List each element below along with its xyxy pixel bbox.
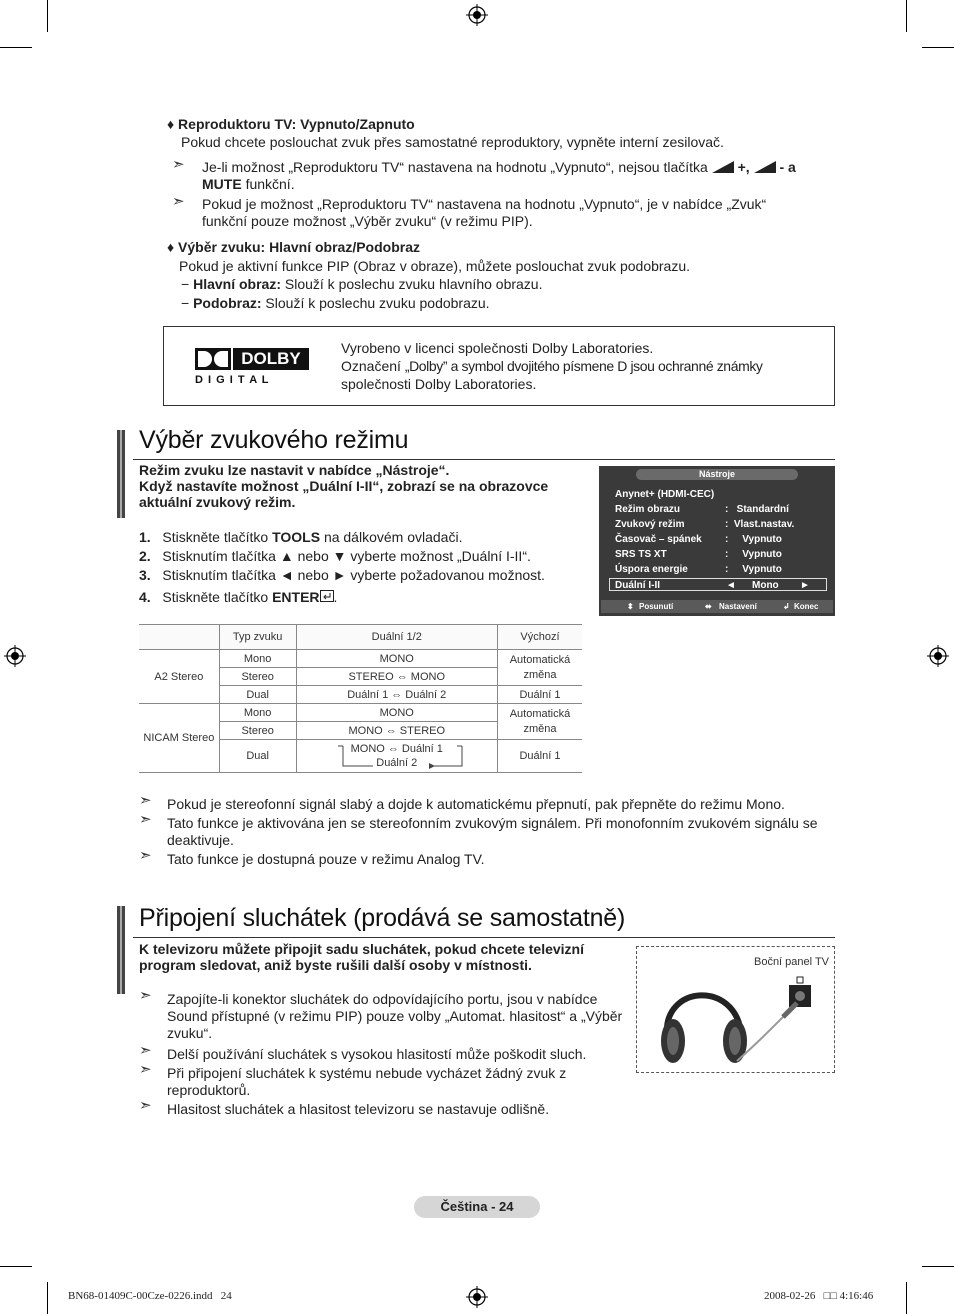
osd-row-label: Anynet+ (HDMI-CEC) (615, 489, 715, 500)
note-arrow-icon: ➣ (139, 1042, 152, 1059)
print-file-info: BN68-01409C-00Cze-0226.indd 24 (68, 1290, 232, 1302)
step-text: . (333, 589, 338, 605)
table-cell: MONO (296, 650, 497, 668)
sub-item: − Hlavní obraz: Slouží k poslechu zvuku hlavního obrazu. (181, 276, 543, 292)
left-right-icon: ⬌ (705, 602, 712, 611)
table-cell: MONO (296, 704, 497, 722)
dolby-text (341, 340, 821, 393)
section-side-bar (117, 430, 125, 518)
osd-row[interactable]: SRS TS XT : Vypnuto (615, 549, 782, 560)
table-cell: Dual (219, 740, 296, 773)
table-header: Typ zvuku (219, 625, 296, 650)
note-arrow-icon: ➣ (139, 792, 152, 809)
dolby-logo (195, 348, 313, 388)
step-number: 2. (139, 548, 151, 564)
crop-mark (922, 1266, 954, 1267)
step-2 (139, 548, 531, 565)
table-cell: Stereo (219, 722, 296, 740)
table-cell-line: MONO ⇔ Duální 1 (350, 743, 443, 755)
note-arrow-icon: ➣ (139, 987, 152, 1004)
dolby-line: společnosti Dolby Laboratories. (341, 376, 537, 392)
note-text: Při připojení sluchátek k systému nebude vycházet žádný zvuk z reproduktorů. (167, 1065, 567, 1098)
table-cell: STEREO ⇔ MONO (296, 668, 497, 686)
crop-mark (906, 0, 907, 32)
note-text: Tato funkce je dostupná pouze v režimu Analog TV. (167, 851, 485, 867)
table-cell: Automatická změna (497, 650, 582, 686)
table-cell: Duální 1 (497, 740, 582, 773)
note-line: Pokud je možnost „Reproduktoru TV“ nastavena na hodnotu „Vypnuto“, je v nabídce „Zvuk“ (202, 196, 767, 212)
note-arrow-icon: ➣ (172, 193, 185, 210)
headphones-figure (636, 946, 835, 1073)
right-arrow-icon[interactable]: ► (800, 580, 810, 591)
section-title: Připojení sluchátek (prodává se samostatně) (139, 904, 626, 932)
table-cell: Mono (219, 650, 296, 668)
table-cell: Duální 1 ⇔ Duální 2 (296, 686, 497, 704)
step-text: Stiskněte tlačítko (162, 589, 269, 605)
step-key: TOOLS (272, 529, 321, 545)
crop-mark (0, 1266, 32, 1267)
dolby-line-rest: „Dolby” a symbol dvojitého písmene D jsou ochranné známky (404, 358, 763, 374)
osd-row[interactable]: Časovač – spánek : Vypnuto (615, 534, 782, 545)
osd-row-value: Mono (752, 580, 779, 591)
osd-row-label: Zvukový režim (615, 519, 685, 530)
sub-item-text: Slouží k poslechu zvuku podobrazu. (265, 295, 490, 311)
note-text: Hlasitost sluchátek a hlasitost televizoru se nastavuje odlišně. (167, 1101, 550, 1117)
section-side-bar (117, 906, 125, 994)
bullet-item-sound-select: ♦ Výběr zvuku: Hlavní obraz/Podobraz (167, 239, 420, 255)
note-arrow-icon: ➣ (139, 847, 152, 864)
section-intro: Režim zvuku lze nastavit v nabídce „Nástroje“. Když nastavíte možnost „Duální I-II“, zobrazí se na obrazovce aktuální zvukový režim. (139, 462, 549, 510)
table-cell: Dual (219, 686, 296, 704)
left-arrow-icon[interactable]: ◄ (726, 580, 736, 591)
table-group-label: NICAM Stereo (139, 704, 219, 773)
step-number: 3. (139, 567, 151, 583)
sub-item-label: Podobraz: (193, 295, 262, 311)
note-arrow-icon: ➣ (172, 156, 185, 173)
cycle-bracket-icon (337, 744, 467, 770)
registration-mark-icon (466, 1286, 488, 1308)
osd-row[interactable]: Zvukový režim : Vlast.nastav. (615, 519, 795, 530)
osd-row[interactable] (615, 487, 714, 502)
osd-row-value: Standardní (736, 504, 789, 515)
enter-icon (320, 590, 334, 602)
osd-row-selected[interactable] (609, 578, 827, 591)
note-minus: - a (779, 159, 796, 175)
step-4 (139, 589, 337, 606)
note-arrow-icon: ➣ (139, 811, 152, 828)
osd-footer-move: Posunutí (639, 602, 674, 611)
table-header: Duální 1/2 (296, 625, 497, 650)
table-row (139, 704, 582, 722)
osd-row-value: Vypnuto (742, 549, 782, 560)
mute-label: MUTE (202, 176, 242, 192)
dolby-digital-text: D I G I T A L (195, 374, 270, 386)
item-title: Výběr zvuku: Hlavní obraz/Podobraz (178, 239, 420, 255)
note-text: Delší používání sluchátek s vysokou hlasitostí může poškodit sluch. (167, 1046, 587, 1062)
exit-icon: ↲ (783, 602, 790, 611)
page-number-badge: Čeština - 24 (414, 1196, 540, 1218)
crop-mark (922, 47, 954, 48)
note-text: Pokud je stereofonní signál slabý a dojde k automatickému přepnutí, pak přepněte do režimu Mono. (167, 796, 785, 812)
table-row (139, 650, 582, 668)
note-text-part: Je-li možnost „Reproduktoru TV“ nastavena na hodnotu „Vypnuto“, nejsou tlačítka (202, 159, 708, 175)
step-text: Stiskněte tlačítko (162, 529, 269, 545)
osd-row-label: Úspora energie (615, 564, 688, 575)
table-cell (296, 740, 497, 773)
dolby-double-d-icon (195, 348, 231, 370)
dolby-line-prefix: Označení (341, 358, 401, 374)
note-arrow-icon: ➣ (139, 1061, 152, 1078)
headphones-icon (655, 975, 835, 1069)
osd-row-label: Režim obrazu (615, 504, 681, 515)
sub-item-text: Slouží k poslechu zvuku hlavního obrazu. (284, 276, 543, 292)
table-cell: MONO ⇔ STEREO (296, 722, 497, 740)
table-cell: Automatická změna (497, 704, 582, 740)
dolby-line: Vyrobeno v licenci společnosti Dolby Laboratories. (341, 340, 654, 356)
note-text (202, 159, 842, 193)
step-text: na dálkovém ovladači. (323, 529, 463, 545)
note-plus: +, (737, 159, 750, 175)
step-number: 4. (139, 589, 151, 605)
note-text: Tato funkce je aktivována jen se stereofonním zvukovým signálem. Při monofonním zvukovém signálu se deaktivuje. (167, 815, 818, 848)
note-text (202, 196, 766, 230)
up-down-icon: ⬍ (627, 602, 634, 611)
step-key: ENTER (272, 589, 320, 605)
crop-mark (47, 0, 48, 32)
volume-up-icon (712, 161, 734, 173)
registration-mark-icon (466, 4, 488, 26)
step-text: Stisknutím tlačítka ▲ nebo ▼ vyberte možnost „Duální I-II“. (162, 548, 531, 564)
osd-row[interactable]: Úspora energie : Vypnuto (615, 564, 782, 575)
osd-title: Nástroje (636, 469, 798, 480)
table-cell-line: Duální 2 (376, 757, 418, 769)
note-arrow-icon: ➣ (139, 1097, 152, 1114)
step-1 (139, 529, 462, 546)
dolby-notice-box (163, 326, 835, 406)
osd-footer-adjust: Nastavení (719, 602, 757, 611)
figure-label: Boční panel TV (753, 956, 829, 968)
osd-footer (601, 600, 833, 613)
osd-row-label: SRS TS XT (615, 549, 667, 560)
osd-footer-exit: Konec (794, 602, 819, 611)
step-text: Stisknutím tlačítka ◄ nebo ► vyberte požadovanou možnost. (162, 567, 545, 583)
dolby-word: DOLBY (233, 348, 309, 370)
table-group-label: A2 Stereo (139, 650, 219, 704)
table-cell: Stereo (219, 668, 296, 686)
print-date-info: 2008-02-26 □□ 4:16:46 (764, 1290, 874, 1302)
bullet-item-speaker: ♦ Reproduktoru TV: Vypnuto/Zapnuto (167, 116, 415, 132)
volume-down-icon (754, 161, 776, 173)
sound-mode-table (139, 624, 582, 773)
osd-row[interactable]: Režim obrazu : Standardní (615, 504, 789, 515)
tools-osd-menu (599, 466, 835, 616)
section-intro: K televizoru můžete připojit sadu sluchátek, pokud chcete televizní program sledovat, aniž byste rušili další osoby v místnosti. (139, 941, 584, 973)
sub-item: − Podobraz: Slouží k poslechu zvuku podobrazu. (181, 295, 490, 311)
osd-row-label: Duální I-II (615, 580, 660, 591)
registration-mark-icon (4, 645, 26, 667)
note-text: Zapojíte-li konektor sluchátek do odpovídajícího portu, jsou v nabídce Sound přístupné (v režimu PIP) pouze volby „Automat. hlasitost“ a „Výběr zvuku“. (167, 991, 623, 1041)
table-cell: Mono (219, 704, 296, 722)
step-number: 1. (139, 529, 151, 545)
osd-row-value: Vypnuto (742, 564, 782, 575)
item-title: Reproduktoru TV: Vypnuto/Zapnuto (178, 116, 415, 132)
osd-row-value: Vypnuto (742, 534, 782, 545)
section-title: Výběr zvukového režimu (139, 426, 409, 454)
note-line: funkční pouze možnost „Výběr zvuku“ (v režimu PIP). (202, 213, 533, 229)
table-cell: Duální 1 (497, 686, 582, 704)
table-header: Výchozí (497, 625, 582, 650)
item-description: Pokud je aktivní funkce PIP (Obraz v obraze), můžete poslouchat zvuk podobrazu. (179, 258, 691, 274)
step-3 (139, 567, 545, 584)
note-text-end: funkční. (245, 176, 295, 192)
section-rule (133, 937, 835, 938)
sub-item-label: Hlavní obraz: (193, 276, 281, 292)
section-rule (133, 459, 835, 460)
crop-mark (906, 1282, 907, 1314)
osd-row-label: Časovač – spánek (615, 534, 702, 545)
item-description: Pokud chcete poslouchat zvuk přes samostatné reproduktory, vypněte interní zesilovač. (181, 134, 724, 150)
crop-mark (0, 47, 32, 48)
crop-mark (47, 1282, 48, 1314)
osd-row-value: Vlast.nastav. (733, 519, 795, 530)
registration-mark-icon (927, 645, 949, 667)
